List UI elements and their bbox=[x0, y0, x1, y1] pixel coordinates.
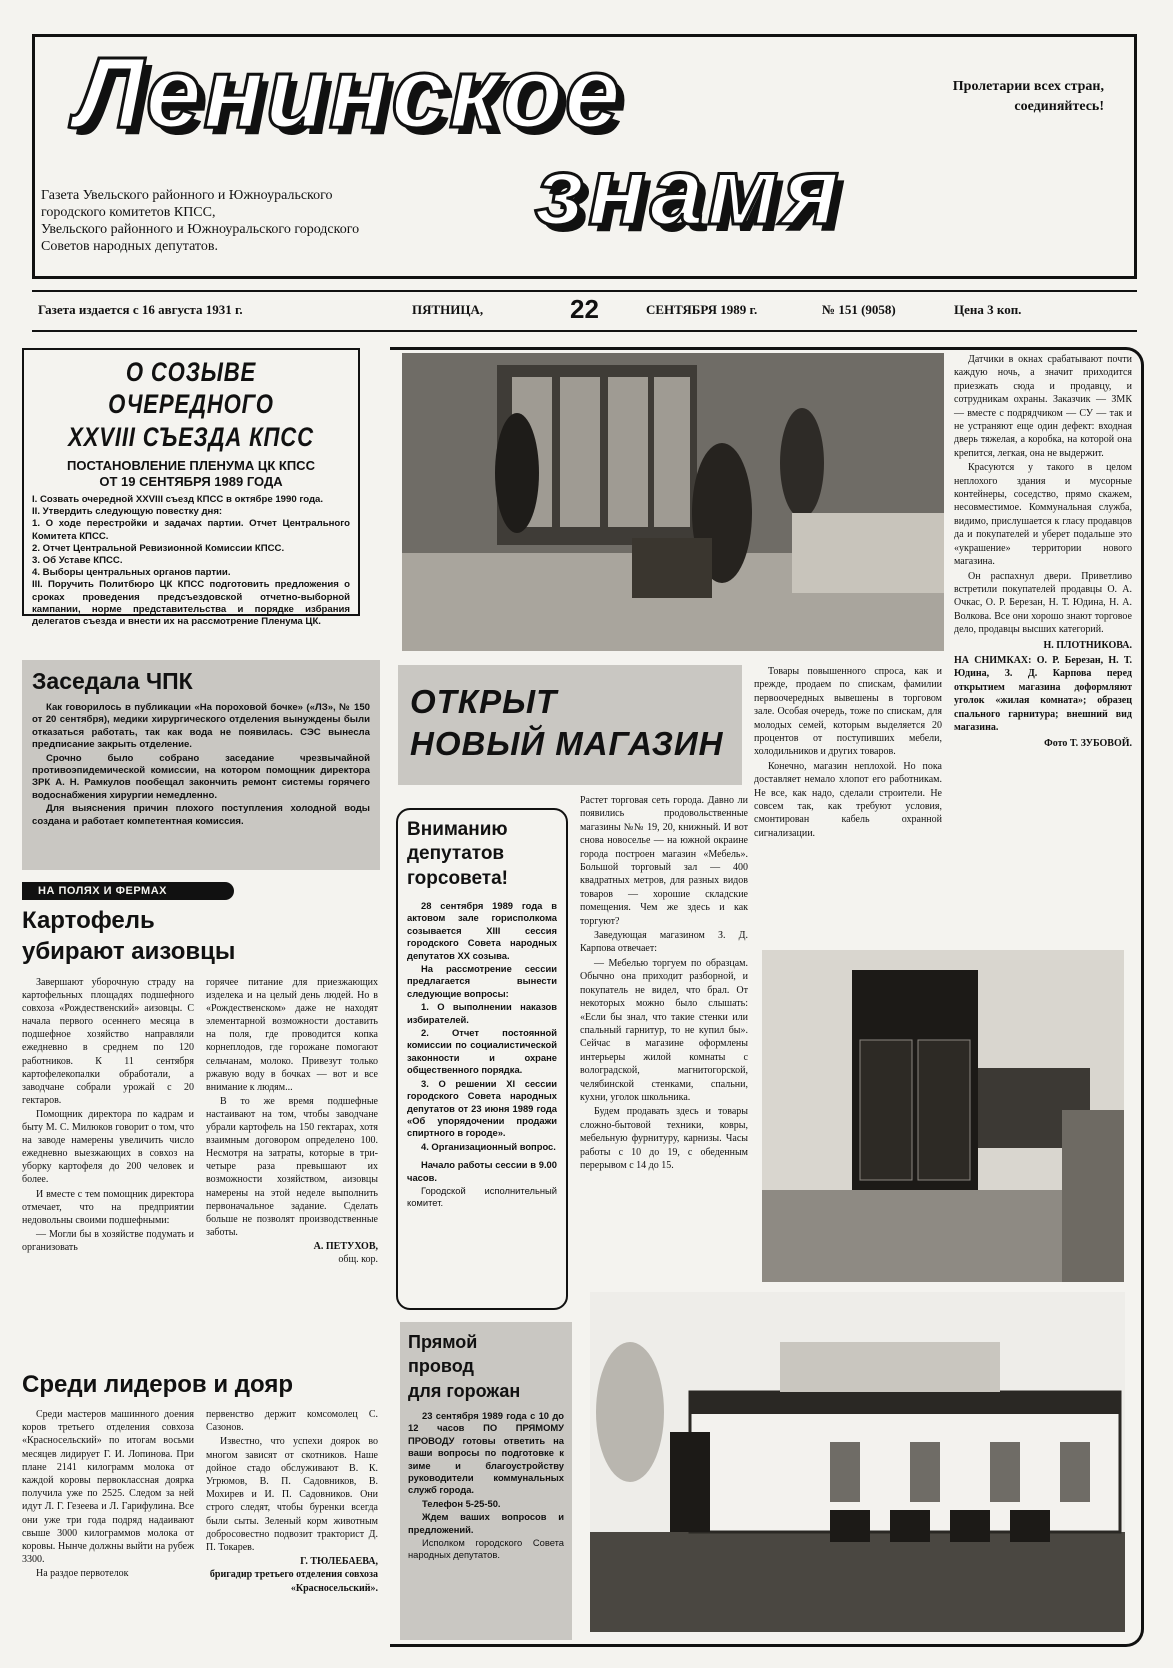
leaders-paragraph: первенство держит комсомолец С. Сазонов. bbox=[206, 1409, 378, 1434]
hotline-title-line3: для горожан bbox=[408, 1381, 521, 1401]
slogan-line2: соединяйтесь! bbox=[1014, 99, 1104, 114]
chpk-body bbox=[32, 702, 370, 828]
chpk-paragraph: Для выяснения причин плохого поступления холодной воды создана и работает компетентная комиссия. bbox=[32, 803, 370, 827]
store-title-line2: НОВЫЙ МАГАЗИН bbox=[410, 725, 724, 762]
photo-exterior-sketch bbox=[590, 1292, 1125, 1632]
potato-paragraph: Завершают уборочную страду на картофельных площадях подшефного совхоза «Рождественский» аизовцы. С начала первого осеннего месяца в подшефное хозяйство направляли ежедневно в среднем по 120 работников. К 11 сентября картофелекопалки обработали, а заводчане собрали урожай с 20 гектаров. bbox=[22, 977, 194, 1106]
congress-title-line2: XXVIII СЪЕЗДА КПСС bbox=[68, 422, 314, 452]
hotline-sign: Исполком городского Совета народных депутатов. bbox=[408, 1537, 564, 1561]
issue-number: № 151 (9058) bbox=[822, 302, 896, 317]
right-column-text bbox=[954, 353, 1132, 751]
potato-paragraph: И вместе с тем помощник директора отмечает, что на предприятии недовольны своими подшефными: bbox=[22, 1188, 194, 1226]
leaders-paragraph: Среди мастеров машинного доения коров третьего отделения совхоза «Красносельский» по итогам восьми месяцев лидирует Г. И. Лопинова. При плане 2141 килограмм молока от каждой коровы первоклассная доярка получила уже по 2525. Следом за ней идут Л. Г. Гезеева и Л. Гарифулина. Все они уже три года подряд надаивают свыше 3000 килограммов молока от коровы. Нынче должны выйти на рубеж 3300. bbox=[22, 1409, 194, 1566]
deputies-agenda-intro: На рассмотрение сессии предлагается вынести следующие вопросы: bbox=[407, 963, 557, 999]
deputies-item: 1. О выполнении наказов избирателей. bbox=[407, 1001, 557, 1025]
dateline bbox=[32, 290, 1137, 332]
deputies-sign: Городской исполнительный комитет. bbox=[407, 1184, 557, 1209]
congress-item: 4. Выборы центральных органов партии. bbox=[32, 567, 231, 579]
congress-title-line1: О СОЗЫВЕ ОЧЕРЕДНОГО bbox=[108, 357, 274, 419]
chpk-paragraph: Как говорилось в публикации «На пороховой бочке» («ЛЗ», № 150 от 20 сентября), медики хирургического отделения вынуждены были отказаться работать, так как вода не появилась. СЭС вынесла предписание закрыть отделение. bbox=[32, 702, 370, 751]
bedroom-set-photo bbox=[762, 950, 1124, 1282]
deputies-title-line3: горсовета! bbox=[407, 868, 508, 889]
potato-author: А. ПЕТУХОВ, bbox=[313, 1240, 378, 1252]
chpk-title: Заседала ЧПК bbox=[32, 668, 193, 694]
potato-paragraph: — Могли бы в хозяйстве подумать и организовать bbox=[22, 1228, 194, 1253]
right-paragraph: Датчики в окнах срабатывают почти каждую ночь, а значит приходится приезжать сюда и продавцу, и сотрудникам охраны. Заказчик — ЗМК — вместе с подрядчиком — СУ — так и не устраняют еще один дефект: входная дверь тяжелая, а коробка, на которой она крепится, легкая, она не выдержит. bbox=[954, 354, 1132, 459]
hotline-title-line2: провод bbox=[408, 1356, 474, 1376]
potato-paragraph: горячее питание для приезжающих изделека и на целый день людей. Но в «Рождественском» даже не находят элементарной возможности доставить на поля, где проводится копка корнеплодов, где горожане помогают сельчанам, молоко. Привезут только ржавую воду в бочках — вот и все внимание к людям... bbox=[206, 977, 378, 1093]
store-paragraph: — Мебелью торгуем по образцам. Обычно она приходит разборной, и покупатель не видел, что брал. От некоторых можно было слышать: «Если бы знал, что такие стенки или спальный гарнитур, то не купил бы». Сейчас в магазине оформлены интерьеры жилой комнаты с волоградской, магнитогорской, челябинской стенками, спальни, кухни, уголок школьника. bbox=[580, 957, 748, 1103]
leaders-paragraph: Известно, что успехи доярок во многом зависят от скотников. Наше дойное стадо обслуживают В. К. Угрюмов, В. П. Садовников, В. Мохирев и И. П. Садовников. Они строго следят, чтобы буренки всегда были сыты. Зеленый корм животным добросовестно подвозит тракторист Д. П. Токарев. bbox=[206, 1436, 378, 1554]
potato-title-line1: Картофель bbox=[22, 907, 155, 934]
store-col1 bbox=[580, 794, 748, 1173]
congress-item: 1. О ходе перестройки и задачах партии. Отчет Центрального Комитета КПСС. bbox=[32, 518, 350, 542]
deputies-body bbox=[407, 900, 557, 1210]
congress-item: 2. Отчет Центральной Ревизионной Комиссии КПСС. bbox=[32, 542, 285, 554]
right-author: Н. ПЛОТНИКОВА. bbox=[1043, 639, 1132, 651]
slogan-line1: Пролетарии всех стран, bbox=[952, 79, 1104, 94]
leaders-col1 bbox=[22, 1408, 194, 1582]
congress-item: I. Созвать очередной XXVIII съезд КПСС в октябре 1990 года. bbox=[32, 494, 324, 505]
deputies-title-line1: Вниманию bbox=[407, 819, 508, 840]
photo-credit: Фото Т. ЗУБОВОЙ. bbox=[1044, 738, 1132, 750]
hotline-phone: Телефон 5-25-50. bbox=[422, 1497, 501, 1509]
store-headline bbox=[398, 665, 742, 785]
store-paragraph: Растет торговая сеть города. Давно ли появились продовольственные магазины №№ 19, 20, книжный. И вот снова новоселье — на южной окраине города построен магазин «Мебель». Большой торговый зал — 400 квадратных метров, для разных видов товаров — хорошие складские помещения. Чем же здесь и как торгуют? bbox=[580, 795, 748, 927]
congress-subtitle-line1: ПОСТАНОВЛЕНИЕ ПЛЕНУМА ЦК КПСС bbox=[67, 458, 315, 473]
field-section-tag: НА ПОЛЯХ И ФЕРМАХ bbox=[22, 882, 234, 900]
store-paragraph: Конечно, магазин неплохой. Но пока доставляет немало хлопот его работникам. Не все, как надо, сделали строители. Не совсем так, как требуют условия, смонтирован кабель охранной сигнализации. bbox=[754, 760, 942, 839]
deputies-item: 4. Организационный вопрос. bbox=[421, 1140, 556, 1152]
publisher-line4: Советов народных депутатов. bbox=[41, 239, 218, 254]
store-paragraph: Будем продавать здесь и товары сложно-бытовой техники, ковры, мебельную фурнитуру, карнизы. Часы работы с 10 до 19, с обеденным перерывом с 14 до 15. bbox=[580, 1106, 748, 1171]
deputies-start: Начало работы сессии в 9.00 часов. bbox=[407, 1159, 557, 1183]
store-exterior-photo bbox=[590, 1292, 1125, 1632]
congress-item: II. Утвердить следующую повестку дня: bbox=[32, 506, 223, 518]
hotline-title-line1: Прямой bbox=[408, 1332, 478, 1352]
masthead-publisher bbox=[41, 187, 359, 255]
store-paragraph: Товары повышенного спроса, как и прежде, продаем по спискам, фамилии первоочередных вывешены в торговом зале. Особая очередь, тоже по спискам, для молодых семей, которым выделяется 20 процентов от поступивших мебели, холодильников и других товаров. bbox=[754, 666, 942, 758]
congress-article bbox=[22, 348, 360, 628]
deputies-item: 3. О решении XI сессии городского Совета народных депутатов от 23 июня 1989 года «Об упорядочении продажи спиртного в городе». bbox=[407, 1077, 557, 1139]
publisher-line2: городского комитетов КПСС, bbox=[41, 205, 216, 220]
masthead-title-line1: Ленинское bbox=[75, 37, 623, 149]
publisher-line1: Газета Увельского районного и Южноуральского bbox=[41, 188, 333, 203]
masthead-title-line2: знамя bbox=[535, 138, 843, 245]
day: 22 bbox=[570, 294, 599, 324]
photo-caption: НА СНИМКАХ: О. Р. Березан, Н. Т. Юдина, З. Д. Карпова перед открытием магазина доформляют уголок «жилая комната»; образец спального гарнитура; внешний вид магазина. bbox=[954, 654, 1132, 733]
chpk-article bbox=[22, 660, 380, 870]
potato-author-role: общ. кор. bbox=[338, 1253, 378, 1265]
chpk-paragraph: Срочно было собрано заседание чрезвычайной противоэпидемической комиссии, на котором помощник директора ЗРК А. Н. Рамкулов пообещал закончить ремонт системы горячего водоснабжения хирургии немедленно. bbox=[32, 752, 370, 801]
photo-interior-sketch bbox=[402, 353, 944, 651]
congress-items bbox=[32, 494, 350, 628]
hotline-text: 23 сентября 1989 года с 10 до 12 часов ПО ПРЯМОМУ ПРОВОДУ готовы ответить на ваши вопросы по подготовке к зиме и благоустройству руководители коммунальных служб города. bbox=[408, 1410, 564, 1496]
publisher-line3: Увельского районного и Южноуральского городского bbox=[41, 222, 360, 237]
right-paragraph: Он распахнул двери. Приветливо встретили покупателей продавцы О. А. Очкас, О. Р. Березан, Н. Т. Юдина, Н. А. Волкова. Все они хорошо знают торговое дело, продавцы высших категорий. bbox=[954, 570, 1132, 636]
hotline-wait: Ждем ваших вопросов и предложений. bbox=[408, 1511, 564, 1535]
price: Цена 3 коп. bbox=[954, 302, 1022, 317]
potato-paragraph: Помощник директора по кадрам и быту М. С. Милюков говорит о том, что на заводе намерены увеличить число ежедневно выезжающих в совхоз на уборку картофеля до 200 человек и более. bbox=[22, 1108, 194, 1186]
leaders-author-role: бригадир третьего отделения совхоза «Красносельский». bbox=[209, 1569, 378, 1594]
congress-subtitle-line2: ОТ 19 СЕНТЯБРЯ 1989 ГОДА bbox=[99, 474, 283, 489]
hotline-body bbox=[408, 1410, 564, 1562]
leaders-title: Среди лидеров и дояр bbox=[22, 1371, 293, 1398]
leaders-col2 bbox=[206, 1408, 378, 1595]
store-interior-photo bbox=[402, 353, 944, 651]
store-col2 bbox=[754, 665, 942, 841]
potato-title bbox=[22, 905, 235, 967]
hotline-notice bbox=[400, 1322, 572, 1640]
deputies-item: 2. Отчет постоянной комиссии по социалистической законности и охране общественного порядка. bbox=[407, 1027, 557, 1076]
store-title-line1: ОТКРЫТ bbox=[410, 683, 558, 720]
store-paragraph: Заведующая магазином З. Д. Карпова отвечает: bbox=[580, 930, 748, 955]
leaders-author: Г. ТЮЛЕБАЕВА, bbox=[300, 1556, 378, 1568]
deputies-notice bbox=[396, 808, 568, 1310]
congress-item: 3. Об Уставе КПСС. bbox=[32, 555, 123, 567]
right-paragraph: Красуются у такого в целом неплохого здания и мусорные контейнеры, соседство, прямо скажем, несовместимое. Коммунальная служба, видимо, прислушается к гласу продавцов да и покупателей и уберет подальше это «украшение» территории нового магазина. bbox=[954, 462, 1132, 568]
founded: Газета издается с 16 августа 1931 г. bbox=[38, 302, 243, 317]
deputies-title-line2: депутатов bbox=[407, 843, 505, 864]
potato-paragraph: В то же время подшефные настаивают на том, чтобы заводчане убрали картофель на 150 гектарах, хотя взаимным договором определено 100. Несмотря на затраты, которые в три-четыре раза превышают их возможности хозяйством, аизовцы намерены на этой неделе выполнить первоначальное задание. Сделать больше не позволят производственные заботы. bbox=[206, 1095, 378, 1238]
month-year: СЕНТЯБРЯ 1989 г. bbox=[646, 302, 758, 317]
potato-title-line2: убирают аизовцы bbox=[22, 938, 236, 965]
congress-item: III. Поручить Политбюро ЦК КПСС подготовить предложения о сроках проведения предсъездовской отчетно-выборной кампании, норме представительства и порядке избрания делегатов съезда и внести их на рассмотрение Пленума ЦК. bbox=[32, 579, 350, 628]
masthead-slogan bbox=[953, 77, 1104, 117]
photo-bedroom-sketch bbox=[762, 950, 1124, 1282]
masthead bbox=[32, 34, 1137, 279]
weekday: ПЯТНИЦА, bbox=[412, 302, 484, 317]
potato-col1 bbox=[22, 976, 194, 1255]
deputies-intro: 28 сентября 1989 года в актовом зале горисполкома созывается XIII сессия городского Совета народных депутатов XX созыва. bbox=[407, 900, 557, 961]
leaders-paragraph: На раздое первотелок bbox=[36, 1568, 129, 1580]
potato-col2 bbox=[206, 976, 378, 1266]
